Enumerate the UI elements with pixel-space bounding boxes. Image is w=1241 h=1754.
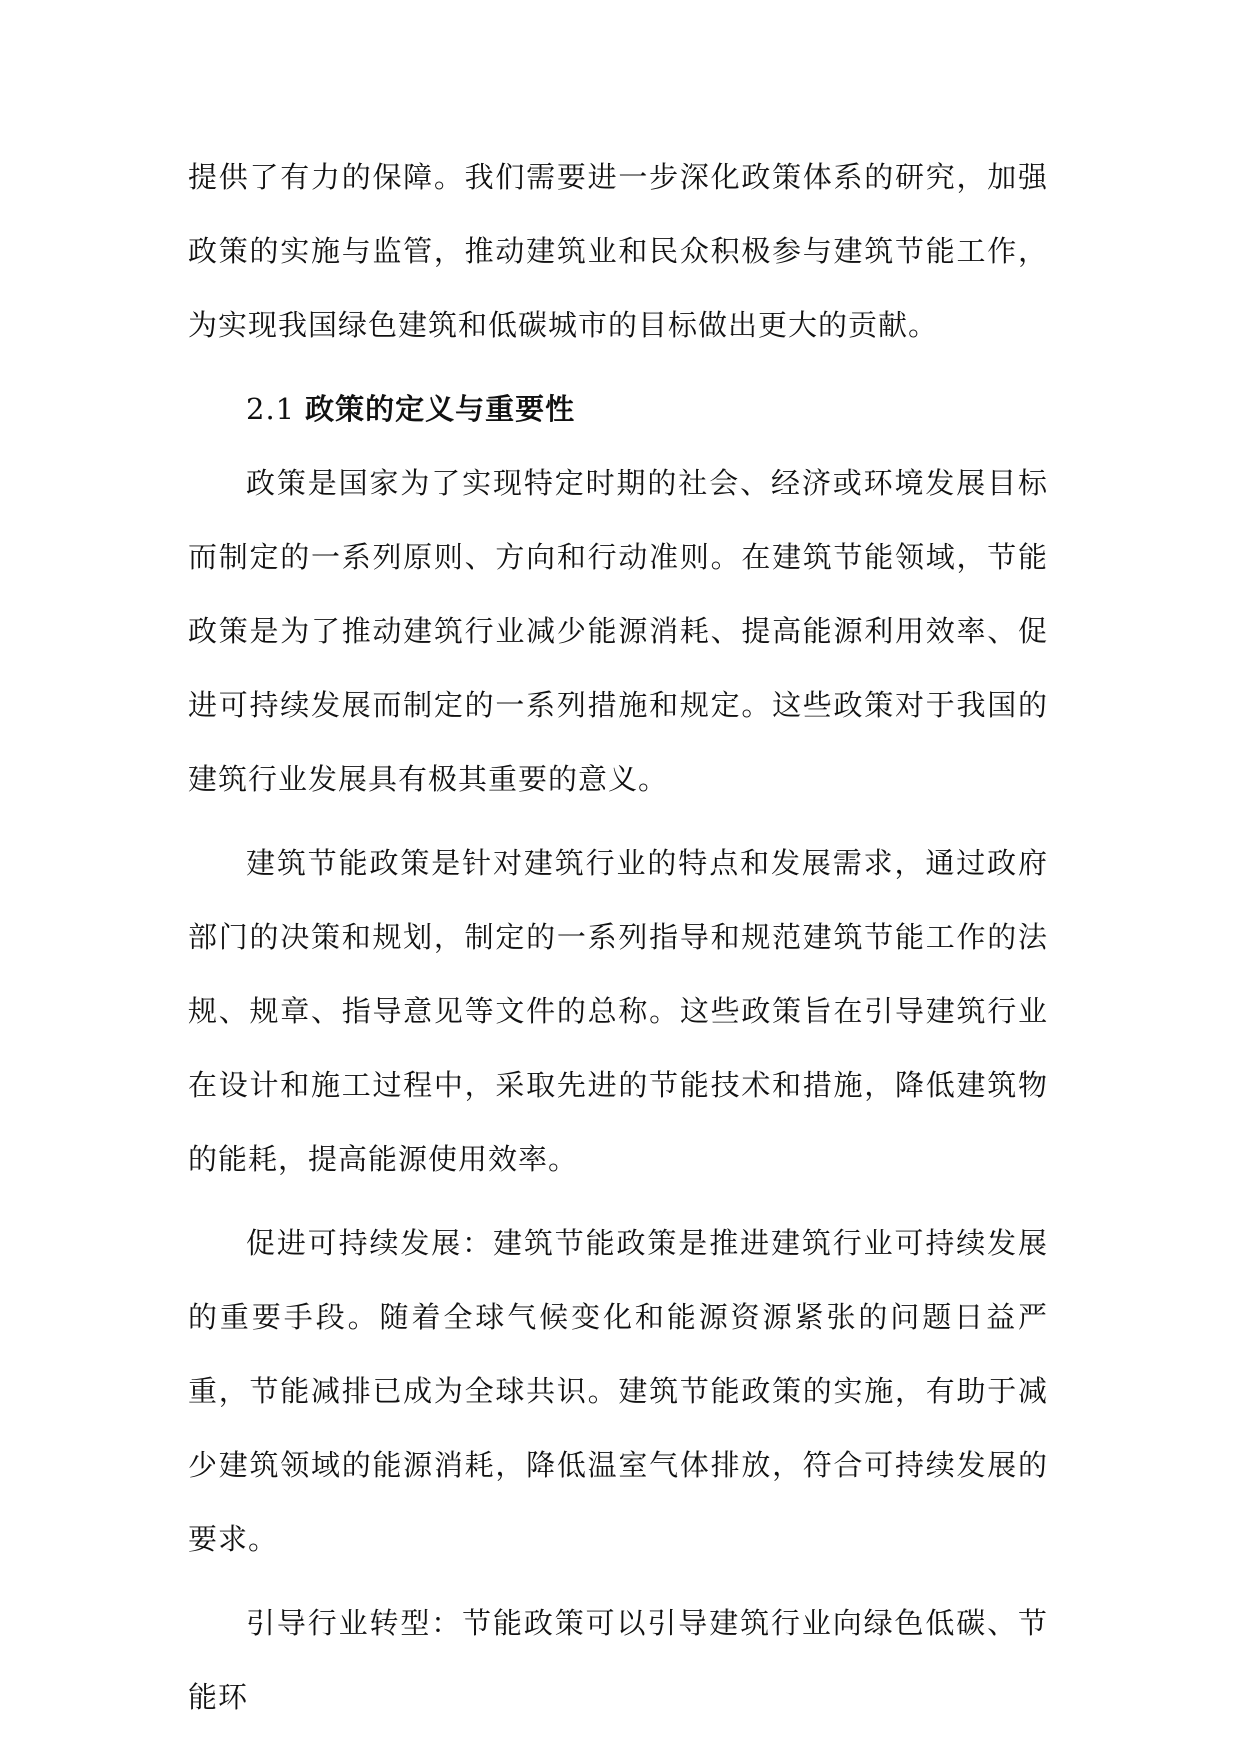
paragraph-industry-transition: 引导行业转型：节能政策可以引导建筑行业向绿色低碳、节能环 [188,1606,1048,1714]
document-body [188,140,1048,1744]
paragraph-sustainable-development: 促进可持续发展：建筑节能政策是推进建筑行业可持续发展的重要手段。随着全球气候变化和能源资源紧张的问题日益严重，节能减排已成为全球共识。建筑节能政策的实施，有助于减少建筑领域的能源消耗，降低温室气体排放，符合可持续发展的要求。 [188,1226,1048,1556]
section-number: 2.1 [246,392,296,426]
section-heading [188,372,1048,446]
paragraph-policy-scope: 建筑节能政策是针对建筑行业的特点和发展需求，通过政府部门的决策和规划，制定的一系列指导和规范建筑节能工作的法规、规章、指导意见等文件的总称。这些政策旨在引导建筑行业在设计和施工过程中，采取先进的节能技术和措施，降低建筑物的能耗，提高能源使用效率。 [188,846,1048,1176]
paragraph-intro: 提供了有力的保障。我们需要进一步深化政策体系的研究，加强政策的实施与监管，推动建筑业和民众积极参与建筑节能工作，为实现我国绿色建筑和低碳城市的目标做出更大的贡献。 [188,160,1048,342]
paragraph-definition: 政策是国家为了实现特定时期的社会、经济或环境发展目标而制定的一系列原则、方向和行动准则。在建筑节能领域，节能政策是为了推动建筑行业减少能源消耗、提高能源利用效率、促进可持续发展而制定的一系列措施和规定。这些政策对于我国的建筑行业发展具有极其重要的意义。 [188,466,1048,796]
section-title: 政策的定义与重要性 [305,392,576,426]
